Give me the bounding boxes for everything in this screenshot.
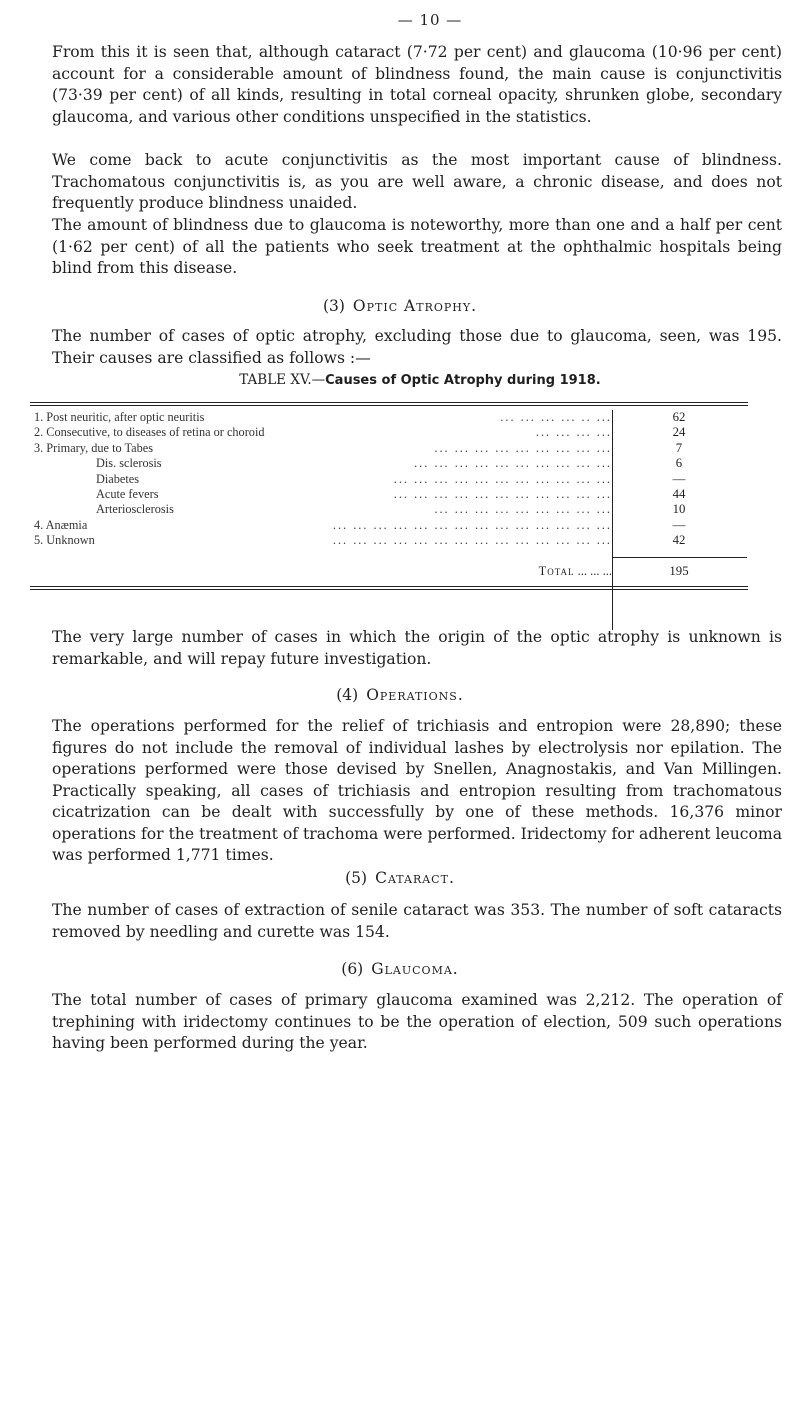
table-caption	[20, 372, 800, 388]
row-label: 1. Post neuritic, after optic neuritis	[34, 410, 205, 424]
row-value: 42	[672, 533, 686, 548]
table-sum-rule	[613, 557, 747, 558]
paragraph-cataract: The number of cases of extraction of senile cataract was 353. The number of soft cataracts removed by needling and curette was 154.	[52, 901, 782, 941]
table-row: Diabetes ... ... ... ... ... ... ... ... ... ... ...	[34, 472, 612, 487]
table-row: 4. Anæmia ... ... ... ... ... ... ... ... ... ... ... ... ... ...	[34, 517, 612, 532]
row-value: —	[672, 517, 686, 532]
paragraph-blindness-causes: From this it is seen that, although cataract (7·72 per cent) and glaucoma (10·96 per cent) account for a considerable amount of blindness found, the main cause is conjunctivitis (73·39 per cent) of all kinds, resulting in total corneal opacity, shrunken globe, secondary glaucoma, and various other conditions unspecified in the statistics.	[52, 43, 782, 126]
optic-atrophy-table	[30, 402, 748, 578]
table-bottom-rule	[30, 586, 748, 587]
heading-glaucoma	[0, 960, 800, 978]
row-label: Dis. sclerosis	[96, 456, 162, 471]
table-row: 2. Consecutive, to diseases of retina or choroid ... ... ... ...	[34, 425, 612, 440]
row-value: —	[672, 471, 686, 486]
row-value: 62	[672, 410, 686, 424]
table-top-rule-double	[30, 405, 748, 406]
total-dots: ... ... ...	[577, 564, 612, 578]
paragraph-acute-conjunctivitis: We come back to acute conjunctivitis as the most important cause of blindness. Trachomatous conjunctivitis is, as you are well aware, a chronic disease, and does not frequently produce blindness unaided.	[52, 151, 782, 212]
table-top-rule	[30, 402, 748, 403]
heading-cataract	[0, 869, 800, 887]
row-label: Diabetes	[96, 471, 140, 486]
heading-text: Operations.	[366, 686, 464, 704]
row-label: 3. Primary, due to Tabes	[34, 440, 154, 455]
paragraph-optic-atrophy-count: The number of cases of optic atrophy, excluding those due to glaucoma, seen, was 195. Their causes are classified as follows :—	[52, 327, 782, 367]
table-total-value: 195	[669, 564, 689, 578]
heading-operations	[0, 686, 800, 704]
heading-text: Glaucoma.	[371, 960, 459, 978]
table-bottom-rule-double	[30, 589, 748, 590]
table-total-label	[34, 564, 612, 579]
row-label: 2. Consecutive, to diseases of retina or choroid	[34, 425, 265, 440]
table-values	[612, 410, 746, 549]
table-caption-title: Causes of Optic Atrophy during 1918.	[325, 373, 601, 388]
table-row: Arteriosclerosis ... ... ... ... ... ... ... ... ...	[34, 502, 612, 517]
paragraph-glaucoma: The total number of cases of primary glaucoma examined was 2,212. The operation of trephining with iridectomy continues to be the operation of election, 509 such operations having been performed during the year.	[52, 991, 782, 1052]
heading-text: Cataract.	[375, 869, 455, 887]
row-value: 6	[675, 456, 683, 471]
table-labels	[34, 410, 612, 549]
heading-number: (6)	[341, 960, 364, 978]
table-row: 3. Primary, due to Tabes ... ... ... ... ... ... ... ... ...	[34, 440, 612, 455]
row-label: 4. Anæmia	[34, 517, 88, 532]
table-row: 1. Post neuritic, after optic neuritis ... ... ... ... .. ...	[34, 410, 612, 424]
row-label: 5. Unknown	[34, 533, 95, 548]
heading-number: (5)	[345, 869, 368, 887]
row-value: 24	[672, 425, 686, 440]
paragraph-unknown-origin: The very large number of cases in which the origin of the optic atrophy is unknown is remarkable, and will repay future investigation.	[52, 628, 782, 668]
table-caption-prefix: TABLE XV.—	[239, 372, 326, 388]
paragraph-glaucoma-blindness: The amount of blindness due to glaucoma is noteworthy, more than one and a half per cent (1·62 per cent) of all the patients who seek treatment at the ophthalmic hospitals being blind from this disease.	[52, 216, 782, 277]
table-row: 5. Unknown ... ... ... ... ... ... ... ... ... ... ... ... ... ...	[34, 533, 612, 548]
paragraph-operations: The operations performed for the relief of trichiasis and entropion were 28,890; these figures do not include the removal of individual lashes by electrolysis nor epilation. The operations performed were those devised by Snellen, Anagnostakis, and Van Millingen. Practically speaking, all cases of trichiasis and entropion resulting from trachomatous cicatrization can be dealt with successfully by one of these methods. 16,376 minor operations for the treatment of trachoma were performed. Iridectomy for adherent leucoma was performed 1,771 times.	[52, 717, 782, 864]
row-label: Acute fevers	[96, 486, 159, 501]
heading-number: (3)	[322, 297, 345, 315]
row-value: 7	[675, 440, 683, 455]
row-value: 44	[672, 486, 686, 501]
total-label: Total	[538, 564, 575, 578]
row-label: Arteriosclerosis	[96, 502, 174, 517]
heading-number: (4)	[336, 686, 359, 704]
heading-optic-atrophy	[0, 297, 800, 315]
table-row: Dis. sclerosis ... ... ... ... ... ... ... ... ... ...	[34, 456, 612, 471]
row-value: 10	[672, 502, 686, 517]
page-number: — 10 —	[397, 11, 463, 29]
table-row: Acute fevers ... ... ... ... ... ... ... ... ... ... ...	[34, 487, 612, 502]
heading-text: Optic Atrophy.	[352, 297, 478, 315]
